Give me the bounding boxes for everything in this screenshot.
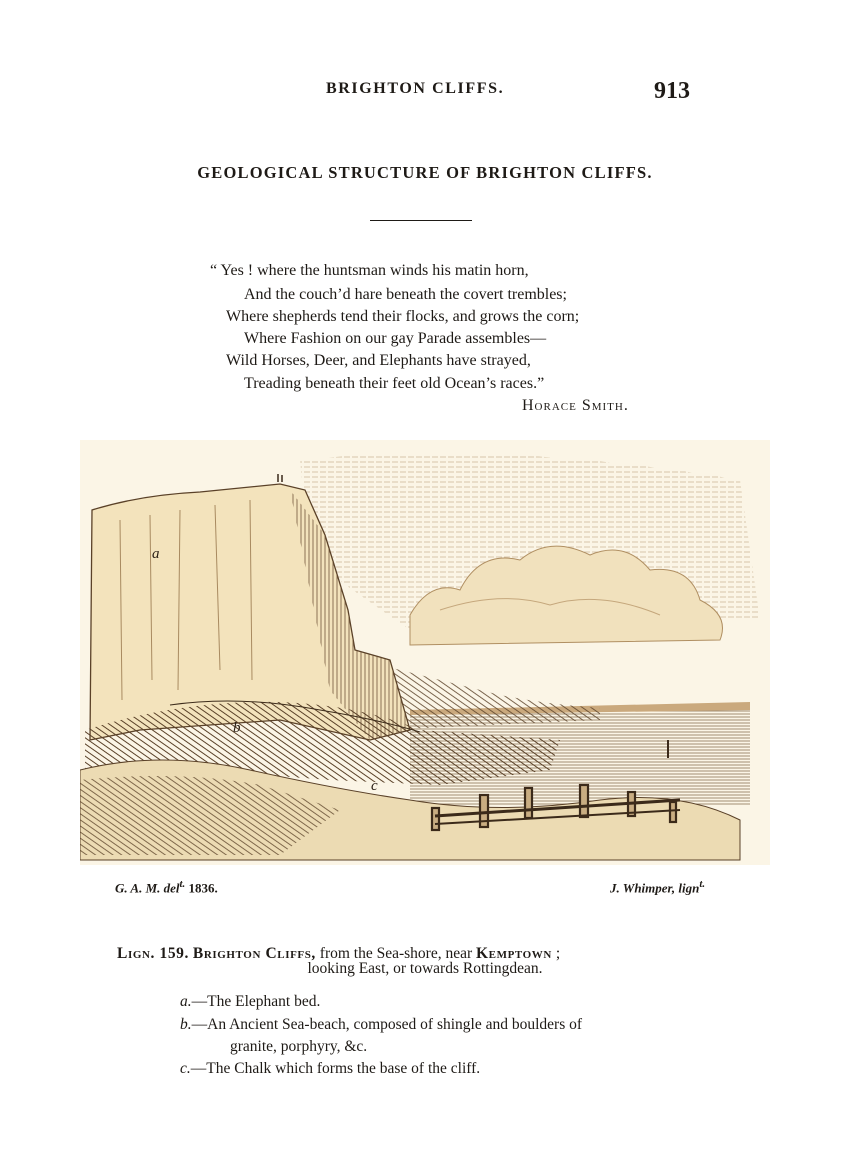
legend-letter-b: b.: [180, 1016, 192, 1033]
legend-text-a: —The Elephant bed.: [191, 993, 321, 1010]
poem-line-1: “ Yes ! where the huntsman winds his matin horn,: [210, 262, 529, 279]
label-b: b: [233, 720, 241, 736]
credit-left-sup: t.: [179, 878, 186, 890]
poem-line-5: Wild Horses, Deer, and Elephants have strayed,: [226, 352, 531, 369]
page-number: 913: [654, 78, 690, 104]
title-rule: [370, 220, 472, 221]
poem-line-2: And the couch’d hare beneath the covert trembles;: [244, 286, 567, 303]
caption-line-2: looking East, or towards Rottingdean.: [307, 960, 543, 977]
caption-place: Kemptown: [476, 945, 552, 962]
legend-letter-a: a.: [180, 993, 192, 1010]
credit-right: [610, 878, 705, 896]
legend-item-a: [180, 993, 320, 1011]
caption-subject: Brighton Cliffs,: [192, 945, 316, 962]
credit-left: [115, 878, 218, 896]
label-c: c: [371, 778, 378, 794]
legend-item-b-cont: granite, porphyry, &c.: [230, 1038, 368, 1055]
caption-after-place: ;: [551, 945, 561, 962]
poem-line-4: Where Fashion on our gay Parade assembles—: [244, 330, 547, 347]
label-a: a: [152, 546, 160, 562]
credit-right-text: J. Whimper, lign: [610, 880, 700, 896]
caption-middle: from the Sea-shore, near: [315, 945, 477, 962]
legend-text-b: —An Ancient Sea-beach, composed of shingle and boulders of: [191, 1016, 583, 1033]
poem-line-6: Treading beneath their feet old Ocean’s races.”: [244, 375, 545, 392]
cliff-engraving: [80, 440, 770, 865]
credit-left-text: G. A. M. del: [115, 880, 180, 896]
legend-text-c: —The Chalk which forms the base of the cliff.: [190, 1060, 481, 1077]
legend-letter-c: c.: [180, 1060, 191, 1077]
article-title: GEOLOGICAL STRUCTURE OF BRIGHTON CLIFFS.: [197, 163, 653, 182]
poem-line-3: Where shepherds tend their flocks, and grows the corn;: [226, 308, 580, 325]
legend-item-b: [180, 1016, 582, 1034]
legend-item-c: [180, 1060, 480, 1078]
credit-right-sup: t.: [699, 878, 706, 890]
credit-left-year: 1836.: [188, 880, 218, 896]
caption-ref: Lign. 159.: [117, 945, 189, 962]
poem-author: Horace Smith.: [522, 397, 629, 414]
running-title: BRIGHTON CLIFFS.: [326, 80, 505, 97]
